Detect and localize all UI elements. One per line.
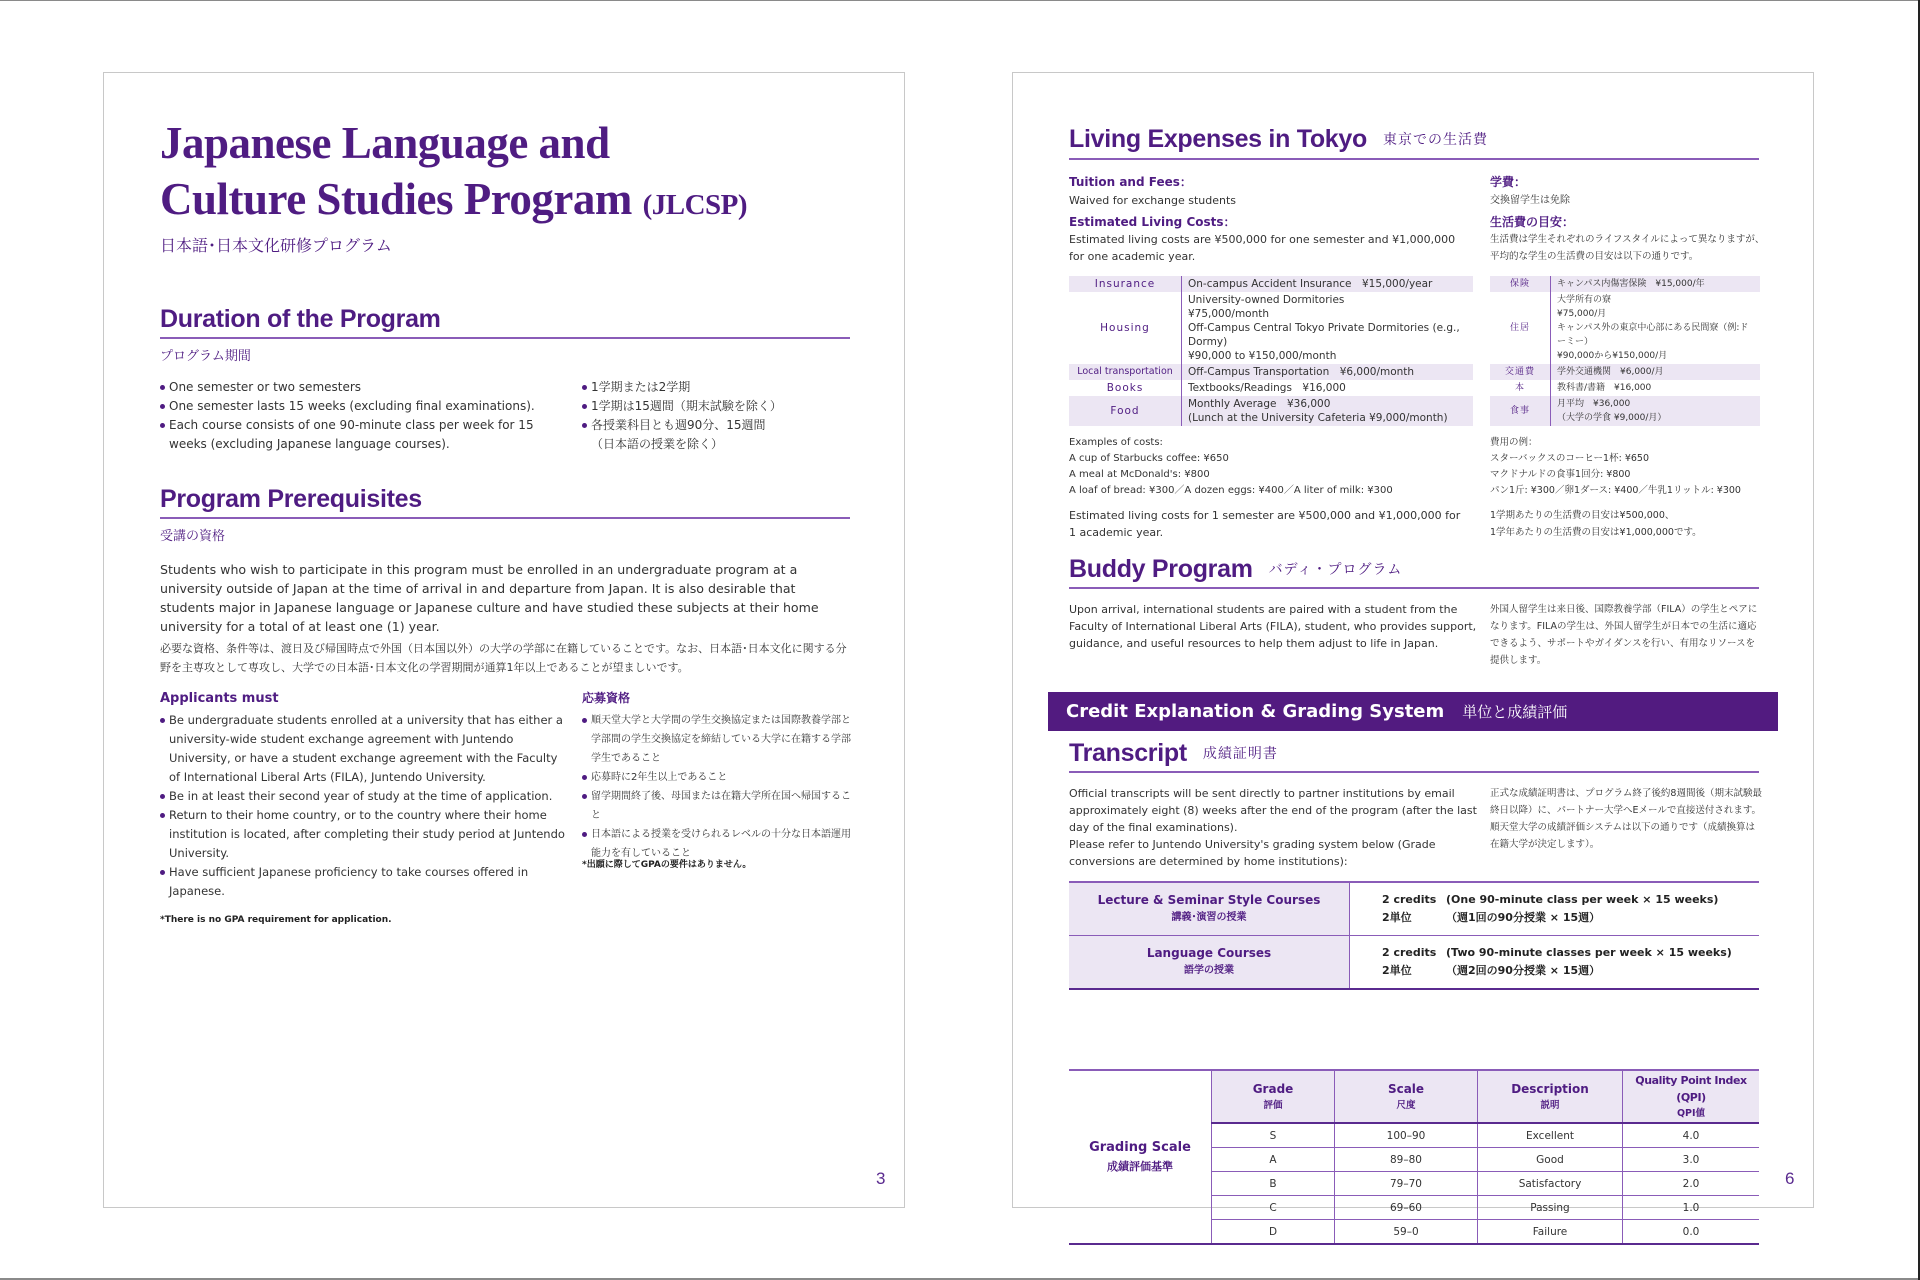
title-line-1: Japanese Language and: [160, 118, 610, 168]
tuition-text-jp: 交換留学生は免除: [1490, 195, 1570, 206]
list-item: 1学期または2学期: [582, 378, 782, 397]
duration-heading: Duration of the Program: [160, 305, 441, 333]
estimated-label-jp: 生活費の目安：: [1490, 215, 1575, 229]
living-expenses-rule: [1069, 158, 1759, 160]
table-row: Language Courses 語学の授業 2 credits (Two 90-minute classes per week × 15 weeks) 2単位 （週2回の90分授業 × 15週）: [1069, 936, 1759, 990]
transcript-title-jp: 成績証明書: [1202, 745, 1278, 761]
buddy-heading: [1069, 555, 1402, 584]
page-number: 6: [1785, 1169, 1795, 1188]
page-6: [1012, 72, 1814, 1238]
table-row: 交通費 学外交通機関 ¥6,000/月: [1490, 364, 1760, 380]
table-row: Insurance On-campus Accident Insurance ¥15,000/year: [1069, 276, 1473, 292]
living-summary-jp: 1学期あたりの生活費の目安は¥500,000、 1学年あたりの生活費の目安は¥1,000,000です。: [1490, 510, 1702, 538]
buddy-title-jp: バディ・プログラム: [1268, 561, 1403, 577]
list-item: Return to their home country, or to the country where their home institution is located, after completing their study period at Juntendo University.: [160, 806, 570, 863]
table-header-row: Grading Scale 成績評価基準 Grade 評価 Scale 尺度 Description 説明 Quality Point Index (QPI) QPI値: [1069, 1070, 1759, 1123]
duration-list-jp: [582, 378, 782, 454]
list-item: A cup of Starbucks coffee: ¥650: [1069, 453, 1229, 464]
list-item: 日本語による授業を受けられるレベルの十分な日本語運用能力を有していること: [582, 825, 854, 863]
living-costs-table-jp: [1490, 276, 1760, 426]
prerequisites-body-jp: 必要な資格、条件等は、渡日及び帰国時点で外国（日本国以外）の大学の学部に在籍していることです。なお、日本語･日本文化に関する分野を主専攻として専攻し、大学での日本語･日本文化の学習期間が通算1年以上であることが望ましいです。: [160, 642, 847, 674]
list-item: Have sufficient Japanese proficiency to take courses offered in Japanese.: [160, 863, 570, 901]
table-row: 保険 キャンパス内傷害保険 ¥15,000/年: [1490, 276, 1760, 292]
list-item: A meal at McDonald's: ¥800: [1069, 469, 1210, 480]
duration-list-en: [160, 378, 570, 454]
list-item: Examples of costs:: [1069, 437, 1163, 448]
table-row: D 59–0 Failure 0.0: [1069, 1220, 1759, 1245]
credit-grading-banner: [1048, 692, 1778, 731]
living-expenses-heading: [1069, 125, 1488, 154]
list-item: Be in at least their second year of study at the time of application.: [160, 787, 570, 806]
title-abbreviation: (JLCSP): [642, 189, 748, 221]
table-row: Lecture & Seminar Style Courses 講義･演習の授業 2 credits (One 90-minute class per week × 15 weeks) 2単位 （週1回の90分授業 × 15週）: [1069, 882, 1759, 936]
prerequisites-heading: Program Prerequisites: [160, 485, 422, 513]
table-row: A 89–80 Good 3.0: [1069, 1148, 1759, 1172]
cost-examples-en: [1069, 435, 1393, 499]
applicants-heading-jp: 応募資格: [582, 691, 631, 705]
transcript-body-jp: 正式な成績証明書は、プログラム終了後約8週間後（期末試験最終日以降）に、パートナー大学へEメールで直接送付されます。 順天堂大学の成績評価システムは以下の通りです（成績換算は在籍大学が決定します）。: [1490, 788, 1762, 850]
applicants-list-jp: [582, 711, 854, 863]
living-expenses-title-jp: 東京での生活費: [1382, 131, 1488, 147]
estimated-text-jp: 生活費は学生それぞれのライフスタイルによって異なりますが、平均的な学生の生活費の目安は以下の通りです。: [1490, 234, 1765, 262]
list-item: One semester lasts 15 weeks (excluding final examinations).: [160, 397, 570, 416]
page-number: 3: [876, 1169, 886, 1188]
title-japanese: 日本語･日本文化研修プログラム: [160, 236, 392, 255]
table-row: 食事 月平均 ¥36,000 （大学の学食 ¥9,000/月）: [1490, 396, 1760, 426]
tuition-text: Waived for exchange students: [1069, 194, 1236, 207]
buddy-title: Buddy Program: [1069, 555, 1253, 583]
list-item: One semester or two semesters: [160, 378, 570, 397]
grading-scale-label: Grading Scale 成績評価基準: [1069, 1070, 1212, 1244]
table-row: Local transportation Off-Campus Transportation ¥6,000/month: [1069, 364, 1473, 380]
living-costs-table-en: [1069, 276, 1473, 426]
gpa-note-en: *There is no GPA requirement for application.: [160, 915, 392, 925]
list-item: 応募時に2年生以上であること: [582, 768, 854, 787]
list-item: 費用の例：: [1490, 437, 1538, 448]
page-3: [103, 72, 905, 1208]
prerequisites-body-en: Students who wish to participate in this program must be enrolled in an undergraduate program at a university outside of Japan at the time of arrival in and departure from Japan. It is also desirable that students major in Japanese language or Japanese culture and have studied these subjects at their home university for a total of at least one (1) year.: [160, 562, 819, 634]
credits-table: [1069, 881, 1759, 990]
living-summary-en: Estimated living costs for 1 semester are ¥500,000 and ¥1,000,000 for 1 academic year.: [1069, 509, 1461, 539]
prerequisites-heading-jp: 受講の資格: [160, 529, 226, 544]
list-item: 1学期は15週間（期末試験を除く）: [582, 397, 782, 416]
table-row: Housing University-owned Dormitories ¥75,000/month Off-Campus Central Tokyo Private Dormitories (e.g., Dormy) ¥90,000 to ¥150,000/month: [1069, 292, 1473, 364]
list-item: マクドナルドの食事1回分: ¥800: [1490, 469, 1631, 480]
living-expenses-title: Living Expenses in Tokyo: [1069, 125, 1367, 153]
transcript-title: Transcript: [1069, 739, 1187, 767]
transcript-rule: [1069, 771, 1759, 773]
list-item: A loaf of bread: ¥300／A dozen eggs: ¥400／A liter of milk: ¥300: [1069, 485, 1393, 496]
cost-examples-jp: [1490, 435, 1741, 499]
grading-scale-table: [1069, 1069, 1759, 1245]
table-row: 本 教科書/書籍 ¥16,000: [1490, 380, 1760, 396]
window-top-border: [0, 0, 1920, 1]
duration-rule: [160, 337, 850, 339]
list-item: Be undergraduate students enrolled at a university that has either a university-wide student exchange agreement with Juntendo University, or have a student exchange agreement with the Faculty of International Liberal Arts (FILA), Juntendo University.: [160, 711, 570, 787]
list-item: パン1斤: ¥300／卵1ダース: ¥400／牛乳1リットル: ¥300: [1490, 485, 1741, 496]
gpa-note-jp: *出願に際してGPAの要件はありません。: [582, 860, 752, 870]
table-row: C 69–60 Passing 1.0: [1069, 1196, 1759, 1220]
document-title: [160, 115, 747, 233]
table-row: B 79–70 Satisfactory 2.0: [1069, 1172, 1759, 1196]
table-row: S 100–90 Excellent 4.0: [1069, 1123, 1759, 1148]
table-row: Books Textbooks/Readings ¥16,000: [1069, 380, 1473, 396]
estimated-label: Estimated Living Costs：: [1069, 215, 1236, 229]
list-item: 順天堂大学と大学間の学生交換協定または国際教養学部と学部間の学生交換協定を締結している大学に在籍する学部学生であること: [582, 711, 854, 768]
duration-heading-jp: プログラム期間: [160, 349, 251, 364]
buddy-body-jp: 外国人留学生は来日後、国際教養学部（FILA）の学生とペアになります。FILAの学生は、外国人留学生が日本での生活に適応できるよう、サポートやガイダンスを行い、有用なリソースを提供します。: [1490, 604, 1758, 666]
banner-title-jp: 単位と成績評価: [1462, 703, 1568, 721]
list-item: スターバックスのコーヒー1杯: ¥650: [1490, 453, 1649, 464]
applicants-heading: Applicants must: [160, 691, 279, 706]
buddy-rule: [1069, 587, 1759, 589]
buddy-body-en: Upon arrival, international students are paired with a student from the Faculty of International Liberal Arts (FILA), student, who provides support, guidance, and useful resources to help them adjust to life in Japan.: [1069, 603, 1477, 650]
list-item: 留学期間終了後、母国または在籍大学所在国へ帰国すること: [582, 787, 854, 825]
transcript-heading: [1069, 739, 1278, 768]
prerequisites-rule: [160, 517, 850, 519]
estimated-text: Estimated living costs are ¥500,000 for one semester and ¥1,000,000 for one academic year.: [1069, 233, 1456, 263]
applicants-list-en: [160, 711, 570, 901]
list-item: 各授業科目とも週90分、15週間（日本語の授業を除く）: [582, 416, 782, 454]
transcript-body-en: Official transcripts will be sent directly to partner institutions by email approximately eight (8) weeks after the end of the program (after the last day of the final examinations). Please refer to Juntendo University's grading system below (Grade conversions are determined by home institutions):: [1069, 787, 1477, 868]
table-row: 住居 大学所有の寮 ¥75,000/月 キャンパス外の東京中心部にある民間寮（例:ドーミー） ¥90,000から¥150,000/月: [1490, 292, 1760, 364]
banner-title: Credit Explanation & Grading System: [1066, 701, 1445, 722]
tuition-label-jp: 学費：: [1490, 175, 1527, 189]
tuition-label: Tuition and Fees：: [1069, 175, 1192, 189]
table-row: Food Monthly Average ¥36,000 (Lunch at the University Cafeteria ¥9,000/month): [1069, 396, 1473, 426]
list-item: Each course consists of one 90-minute class per week for 15 weeks (excluding Japanese language courses).: [160, 416, 570, 454]
title-line-2: Culture Studies Program: [160, 174, 632, 224]
